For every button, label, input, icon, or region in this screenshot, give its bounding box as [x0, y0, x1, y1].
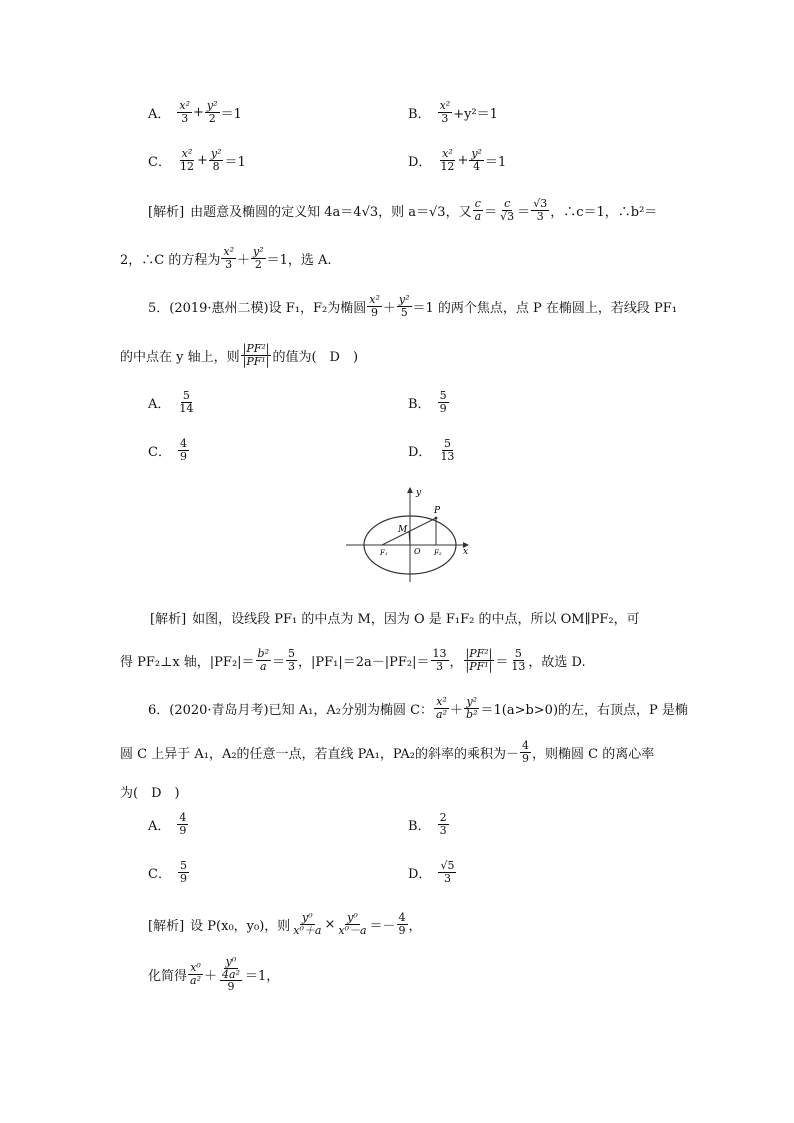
q5-option-a: A． $\frac{5}{14}$	[148, 389, 194, 415]
fraction: $\frac{\text{y²}}{2}$	[206, 99, 218, 125]
q5-solution-line1: [解析] 如图，设线段 PF₁ 的中点为 M，因为 O 是 F₁F₂ 的中点，所以 OM∥PF₂，可	[150, 608, 640, 627]
q4-solution-line1: [解析] 由题意及椭圆的定义知 4a＝4√3，则 a＝√3，又 $\frac{c}{a}$ ＝ $\frac{c}{√3}$ ＝ $\frac{√3}{3}$ ，∴c＝1，∴b²＝	[148, 197, 658, 223]
fraction: $\frac{5}{13}$	[511, 647, 526, 673]
fraction: $\frac{\text{x²}}{\text{a²}}$	[436, 695, 448, 721]
fraction: $\frac{4}{9}$	[179, 811, 187, 837]
fraction: $\frac{5}{13}$	[440, 437, 455, 463]
q4-option-b: B． $\frac{\text{x²}}{3}$ +y²＝1	[408, 99, 498, 125]
fraction: $\frac{c}{√3}$	[500, 197, 515, 223]
q6-stem-line3: 为( D )	[120, 786, 180, 801]
fraction: $\frac{\text{x²}}{9}$	[369, 293, 380, 319]
fraction: $\frac{\text{x⁰}}{\text{a²}}$	[190, 961, 201, 987]
fraction: $\frac{\text{x²}}{3}$	[223, 245, 234, 271]
fraction: $\frac{\text{y²}}{2}$	[253, 245, 264, 271]
q6-solution-line2: 化简得 $\frac{\text{x⁰}}{\text{a²}}$ ＋ $\frac{\text{y⁰}}{\frac{\text{4a²}}{9}}$ ＝1，	[148, 955, 280, 994]
fraction: $\frac{13}{3}$	[432, 647, 447, 673]
fraction: $\frac{2}{3}$	[439, 811, 447, 837]
q5-option-b: B． $\frac{5}{9}$	[408, 389, 447, 415]
label-f1: F₁	[380, 549, 388, 557]
q5-stem-line2: 的中点在 y 轴上，则 $\frac{\text{|PF²|}}{\text{|PF¹|}}$ 的值为( D )	[120, 342, 359, 368]
fraction: $\frac{\text{y²}}{\text{b²}}$	[466, 695, 478, 721]
fraction: $\frac{\text{y⁰}}{\frac{\text{4a²}}{9}}$	[222, 955, 240, 994]
fraction: $\frac{\text{y²}}{5}$	[398, 293, 410, 319]
fraction: $\frac{4}{9}$	[398, 911, 406, 937]
q6-solution-line1: [解析] 设 P(x₀，y₀)，则 $\frac{\text{y⁰}}{\text{x⁰＋a}}$ × $\frac{\text{y⁰}}{\text{x⁰－a}}$ ＝－ $\frac{4}{9}$ ，	[148, 911, 422, 937]
label-o: O	[414, 547, 421, 556]
solution-tag: [解析]	[148, 918, 185, 934]
q5-solution-line2: 得 PF₂⊥x 轴，|PF₂|＝ $\frac{\text{b²}}{a}$ ＝ $\frac{5}{3}$ ，|PF₁|＝2a－|PF₂|＝ $\frac{13}{3}$ ， $\frac{\text{|PF²|}}{\text{|PF¹|}}$ ＝ $\frac{5}{13}$ ，故选 D.	[120, 647, 586, 673]
q4-solution-line2: 2，∴C 的方程为 $\frac{\text{x²}}{3}$ ＋ $\frac{\text{y²}}{2}$ ＝1，选 A.	[120, 245, 332, 271]
fraction: $\frac{\text{x²}}{3}$	[179, 99, 191, 125]
fraction: $\frac{\text{x²}}{12}$	[440, 147, 455, 173]
fraction: $\frac{\text{y⁰}}{\text{x⁰－a}}$	[338, 911, 367, 937]
q5-option-c: C． $\frac{4}{9}$	[148, 437, 187, 463]
fraction: $\frac{\text{|PF²|}}{\text{|PF¹|}}$	[242, 342, 270, 368]
fraction: $\frac{\text{y²}}{8}$	[210, 147, 222, 173]
fraction: $\frac{\text{x²}}{12}$	[179, 147, 194, 173]
q6-option-a: A． $\frac{4}{9}$	[148, 811, 187, 837]
fraction: $\frac{5}{9}$	[179, 859, 187, 885]
solution-tag: [解析]	[150, 612, 187, 627]
fraction: $\frac{5}{3}$	[288, 647, 296, 673]
fraction: $\frac{c}{a}$	[474, 197, 482, 223]
q6-option-b: B． $\frac{2}{3}$	[408, 811, 447, 837]
fraction: $\frac{5}{14}$	[179, 389, 194, 415]
fraction: $\frac{√5}{3}$	[440, 859, 455, 885]
fraction: $\frac{4}{9}$	[521, 739, 529, 765]
q4-option-a: A． $\frac{\text{x²}}{3}$ + $\frac{\text{y²}}{2}$ ＝1	[148, 99, 242, 125]
q5-stem-line1: 5．(2019·惠州二模)设 F₁，F₂为椭圆 $\frac{\text{x²}}{9}$ ＋ $\frac{\text{y²}}{5}$ ＝1 的两个焦点，点 P 在椭圆上，若线段 PF₁	[148, 293, 678, 319]
fraction: $\frac{\text{y²}}{4}$	[471, 147, 482, 173]
q4-option-c: C． $\frac{\text{x²}}{12}$ + $\frac{\text{y²}}{8}$ ＝1	[148, 147, 246, 173]
point-p	[435, 517, 438, 520]
label-f2: F₂	[434, 549, 442, 557]
q6-stem-line2: 圆 C 上异于 A₁，A₂的任意一点，若直线 PA₁，PA₂的斜率的乘积为－ $\frac{4}{9}$ ，则椭圆 C 的离心率	[120, 739, 655, 765]
fraction: $\frac{\text{|PF²|}}{\text{|PF¹|}}$	[465, 647, 493, 673]
label-x: x	[463, 547, 469, 557]
q4-option-d: D． $\frac{\text{x²}}{12}$ + $\frac{\text{y²}}{4}$ ＝1	[408, 147, 507, 173]
q6-option-c: C． $\frac{5}{9}$	[148, 859, 187, 885]
ellipse-figure	[342, 484, 474, 584]
q6-stem-line1: 6．(2020·青岛月考)已知 A₁，A₂分别为椭圆 C： $\frac{\text{x²}}{\text{a²}}$ ＋ $\frac{\text{y²}}{\text{b²}}$ ＝1(a>b>0)的左，右顶点，P 是椭	[148, 695, 688, 721]
fraction: $\frac{5}{9}$	[439, 389, 447, 415]
label-y: y	[416, 488, 422, 498]
fraction: $\frac{\text{x²}}{3}$	[439, 99, 451, 125]
label-p: P	[434, 506, 441, 516]
label-m: M	[398, 525, 408, 535]
fraction: $\frac{\text{y⁰}}{\text{x⁰＋a}}$	[293, 911, 322, 937]
fraction: $\frac{4}{9}$	[179, 437, 187, 463]
q5-option-d: D． $\frac{5}{13}$	[408, 437, 455, 463]
fraction: $\frac{√3}{3}$	[533, 197, 548, 223]
q6-option-d: D． $\frac{√5}{3}$	[408, 859, 455, 885]
fraction: $\frac{\text{b²}}{a}$	[257, 647, 269, 673]
solution-tag: [解析]	[148, 204, 185, 220]
